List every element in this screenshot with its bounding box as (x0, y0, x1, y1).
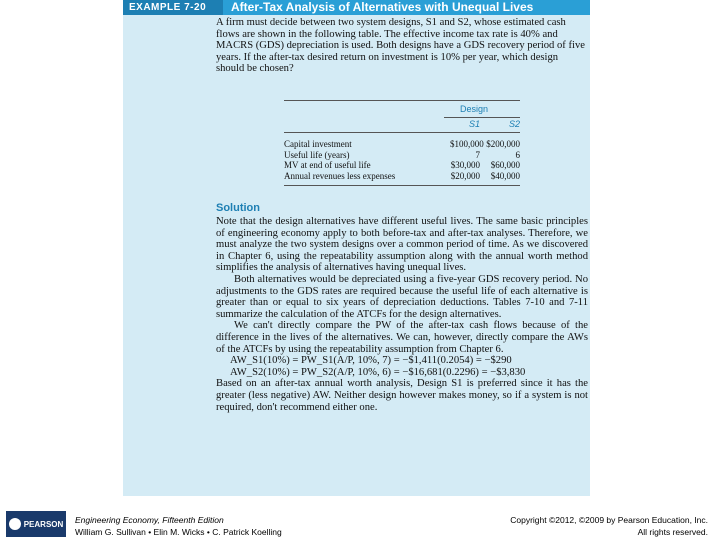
row-s1-value: 7 (475, 149, 480, 160)
row-s2-value: $200,000 (486, 139, 520, 150)
column-header-s1: S1 (468, 118, 480, 129)
row-s1-value: $20,000 (450, 170, 480, 181)
equation-aw-s2: AW_S2(10%) = PW_S2(A/P, 10%, 6) = −$16,681(0.2296) = −$3,830 (230, 366, 526, 378)
pearson-logo (6, 511, 66, 537)
row-s2-value: $40,000 (490, 170, 520, 181)
solution-paragraph: Based on an after-tax annual worth analysis, Design S1 is preferred since it has the greater (less negative) AW. Neither design however makes money, so if a system is not required, don't recommend either one. (216, 378, 588, 413)
table-group-header: Design (459, 104, 488, 114)
problem-statement: A firm must decide between two system designs, S1 and S2, whose estimated cash flows are shown in the following table. The effective income tax rate is 40% and MACRS (GDS) depreciation is used. Both designs have a GDS recovery period of five years. If the after-tax desired return on investment is 10% per year, which design should be chosen? (216, 17, 585, 75)
footer-copyright (510, 514, 708, 538)
table-row (284, 150, 520, 161)
row-label: MV at end of useful life (284, 160, 371, 171)
table-row (284, 160, 520, 171)
table-column-headers (284, 119, 520, 130)
solution-heading: Solution (216, 202, 260, 214)
table-top-rule (284, 100, 520, 101)
footer-rights-line: All rights reserved. (637, 527, 708, 537)
row-s2-value: $60,000 (490, 160, 520, 171)
pearson-logo-text: PEARSON (23, 519, 64, 529)
table-header-rule (284, 132, 520, 133)
example-title: After-Tax Analysis of Alternatives with Unequal Lives (231, 0, 534, 14)
column-header-s2: S2 (508, 118, 520, 129)
table-row (284, 139, 520, 150)
equation-aw-s1: AW_S1(10%) = PW_S1(A/P, 10%, 7) = −$1,411(0.2054) = −$290 (230, 355, 512, 367)
pearson-logo-icon (9, 518, 21, 530)
footer-copyright-line: Copyright ©2012, ©2009 by Pearson Education, Inc. (510, 515, 708, 525)
solution-paragraph: Both alternatives would be depreciated using a five-year GDS recovery period. No adjustments to the GDS rates are required because the useful life of each alternative is greater than or equal to six years of depreciation deductions. Tables 7-10 and 7-11 summarize the calculation of the ATCFs for the design alternatives. (216, 273, 588, 320)
row-s1-value: $100,000 (450, 139, 484, 150)
design-table (284, 100, 520, 186)
row-label: Annual revenues less expenses (284, 170, 396, 181)
table-row (284, 171, 520, 182)
example-label: EXAMPLE 7-20 (123, 0, 223, 15)
solution-paragraph: We can't directly compare the PW of the after-tax cash flows because of the difference in the lives of the alternatives. We can, however, directly compare the AWs of the ATCFs by using the repeatability assumption from Chapter 6. (216, 320, 588, 355)
example-header (123, 0, 590, 15)
row-s1-value: $30,000 (450, 160, 480, 171)
row-label: Capital investment (284, 139, 352, 150)
footer-book-title: Engineering Economy, Fifteenth Edition (75, 515, 224, 525)
row-label: Useful life (years) (284, 149, 350, 160)
footer-book-info (75, 514, 282, 538)
textbook-page (123, 0, 590, 496)
footer-authors: William G. Sullivan • Elin M. Wicks • C. Patrick Koelling (75, 527, 282, 537)
table-group-rule (444, 117, 520, 118)
solution-paragraph: Note that the design alternatives have different useful lives. The same basic principles of engineering economy apply to both before-tax and after-tax analyses. Therefore, we must analyze the two system designs over a common period of time. As we discovered in Chapter 6, using the repeatability assumption along with the annual worth method simplifies the analysis of alternatives having unequal lives. (216, 216, 588, 274)
table-bottom-rule (284, 185, 520, 186)
solution-text (216, 216, 588, 413)
row-s2-value: 6 (515, 149, 520, 160)
